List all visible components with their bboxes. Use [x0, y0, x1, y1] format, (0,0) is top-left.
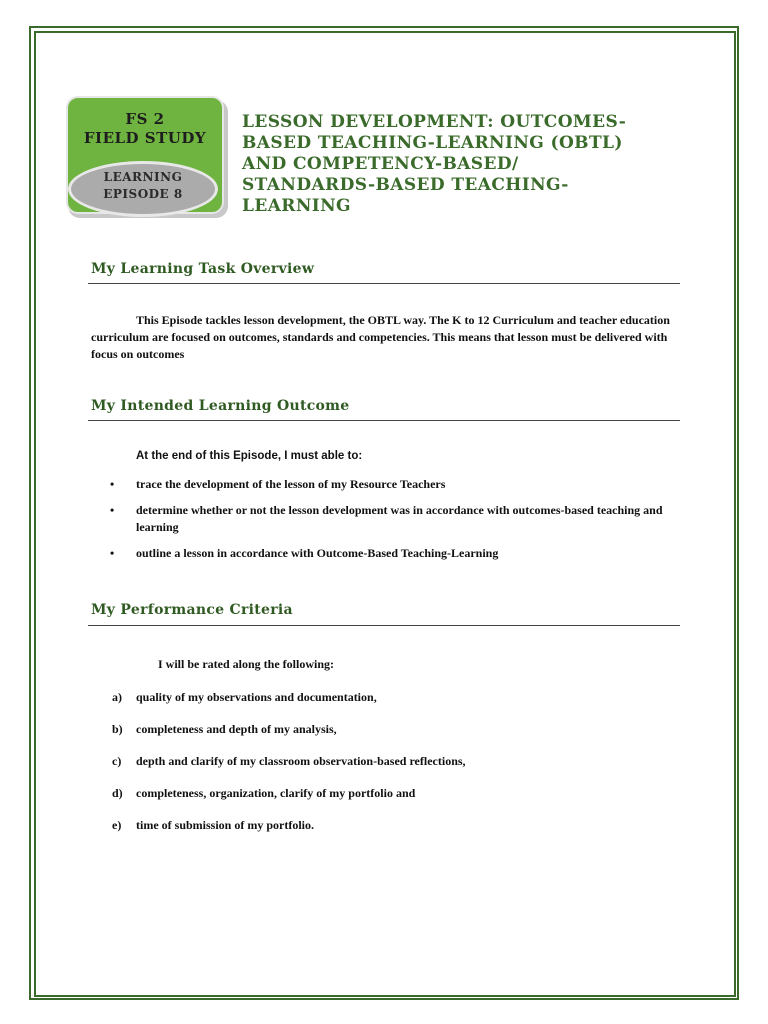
- list-marker: c): [112, 754, 122, 768]
- list-item: [112, 785, 672, 817]
- list-marker: a): [112, 690, 122, 704]
- list-item-text: trace the development of the lesson of my Resource Teachers: [136, 477, 446, 491]
- badge-course-name: FIELD STUDY: [83, 129, 207, 147]
- title-line: STANDARDS-BASED TEACHING-: [242, 175, 569, 195]
- bullet-marker: •: [110, 503, 115, 517]
- outcome-heading: My Intended Learning Outcome: [91, 398, 350, 414]
- overview-paragraph: [91, 312, 676, 363]
- overview-text: This Episode tackles lesson development, the OBTL way. The K to 12 Curriculum and teacher education curriculum are focused on outcomes, standards and competencies. This means that lesson must be delivered with focus on outcomes: [91, 313, 670, 361]
- badge-episode-label: LEARNING: [103, 170, 183, 184]
- list-marker: b): [112, 722, 123, 736]
- list-item-text: quality of my observations and documentation,: [136, 690, 377, 704]
- list-marker: d): [112, 786, 123, 800]
- list-item-text: outline a lesson in accordance with Outcome-Based Teaching-Learning: [136, 546, 499, 560]
- list-item-text: completeness, organization, clarify of my portfolio and: [136, 786, 416, 800]
- list-marker: e): [112, 818, 122, 832]
- criteria-intro: I will be rated along the following:: [158, 657, 334, 671]
- list-item: [112, 689, 672, 721]
- outcome-list: [110, 476, 680, 571]
- bullet-marker: •: [110, 546, 115, 560]
- overview-divider: [88, 283, 680, 284]
- title-line: AND COMPETENCY-BASED/: [242, 154, 519, 174]
- list-item-text: completeness and depth of my analysis,: [136, 722, 337, 736]
- badge-course-code: FS 2: [125, 110, 165, 128]
- outcome-divider: [88, 420, 680, 421]
- list-item: [110, 502, 680, 536]
- page-title: [242, 112, 682, 217]
- title-line: LESSON DEVELOPMENT: OUTCOMES-: [242, 112, 627, 132]
- criteria-divider: [88, 625, 680, 626]
- badge-episode-number: EPISODE 8: [103, 187, 183, 201]
- title-line: BASED TEACHING-LEARNING (OBTL): [242, 133, 623, 153]
- overview-heading: My Learning Task Overview: [91, 261, 315, 277]
- list-item: [110, 476, 680, 493]
- list-item: [110, 545, 680, 562]
- list-item: [112, 753, 672, 785]
- criteria-heading: My Performance Criteria: [91, 602, 293, 618]
- list-item: [112, 817, 672, 849]
- list-item-text: determine whether or not the lesson development was in accordance with outcomes-based teaching and learning: [136, 503, 663, 534]
- criteria-list: [112, 689, 672, 849]
- list-item: [112, 721, 672, 753]
- bullet-marker: •: [110, 477, 115, 491]
- list-item-text: time of submission of my portfolio.: [136, 818, 314, 832]
- field-study-badge: [64, 96, 232, 220]
- outcome-intro: At the end of this Episode, I must able to:: [136, 450, 363, 462]
- title-line: LEARNING: [242, 196, 351, 216]
- list-item-text: depth and clarify of my classroom observation-based reflections,: [136, 754, 466, 768]
